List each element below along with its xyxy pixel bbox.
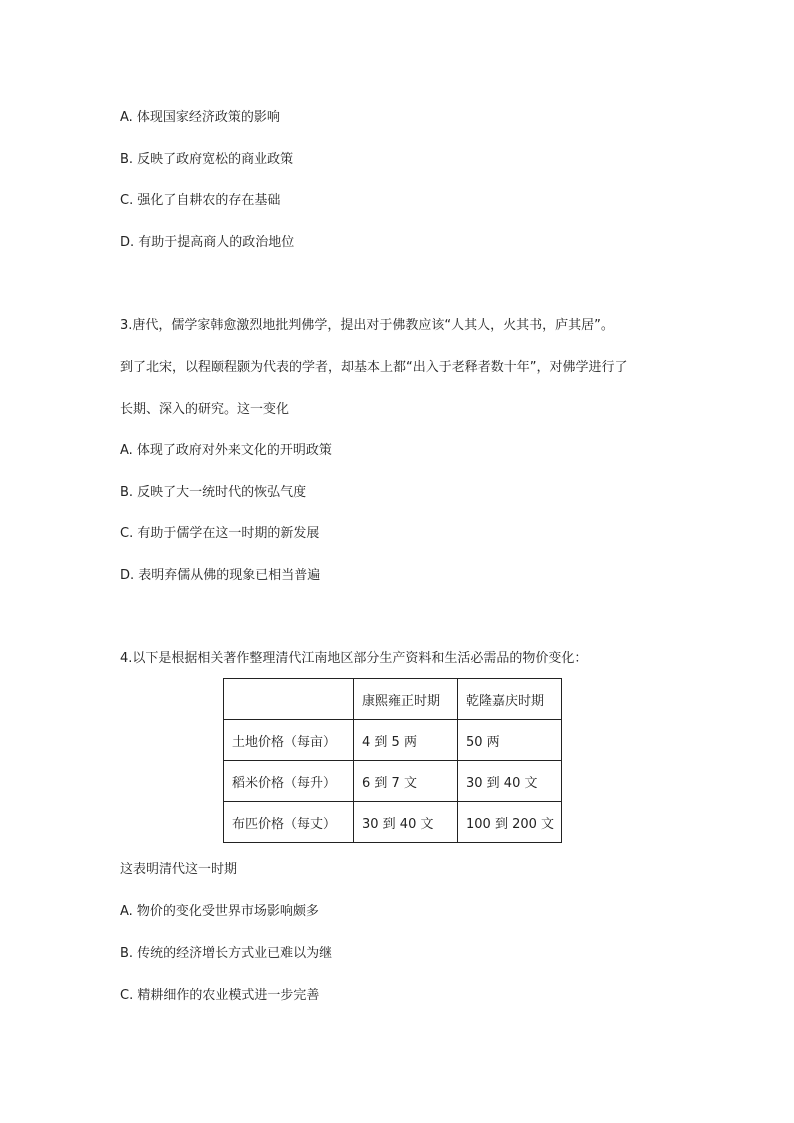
table-cell: 布匹价格（每丈） — [224, 802, 354, 843]
q2-option-d: D. 有助于提高商人的政治地位 — [120, 235, 295, 250]
table-cell: 30 到 40 文 — [458, 761, 562, 802]
q4-stem: 4.以下是根据相关著作整理清代江南地区部分生产资料和生活必需品的物价变化： — [120, 651, 588, 666]
q3-stem-line-2: 到了北宋，以程颐程颢为代表的学者，却基本上都“出入于老释者数十年”，对佛学进行了 — [120, 360, 628, 375]
table-cell: 4 到 5 两 — [354, 720, 458, 761]
table-cell: 土地价格（每亩） — [224, 720, 354, 761]
table-cell: 6 到 7 文 — [354, 761, 458, 802]
table-row — [224, 802, 562, 843]
table-header-cell: 康熙雍正时期 — [354, 679, 458, 720]
q4-after-text: 这表明清代这一时期 — [120, 862, 238, 877]
table-row — [224, 720, 562, 761]
table-header-cell — [224, 679, 354, 720]
q3-option-a: A. 体现了政府对外来文化的开明政策 — [120, 443, 332, 458]
q4-option-b: B. 传统的经济增长方式业已难以为继 — [120, 946, 333, 961]
q2-option-b: B. 反映了政府宽松的商业政策 — [120, 152, 294, 167]
q3-stem-line-1: 3.唐代，儒学家韩愈激烈地批判佛学，提出对于佛教应该“人其人，火其书，庐其居”。 — [120, 318, 614, 333]
table-cell: 稻米价格（每升） — [224, 761, 354, 802]
table-row — [224, 761, 562, 802]
table-cell: 50 两 — [458, 720, 562, 761]
q2-option-c: C. 强化了自耕农的存在基础 — [120, 193, 281, 208]
q2-option-a: A. 体现国家经济政策的影响 — [120, 110, 280, 125]
price-table — [223, 678, 562, 843]
table-header-row — [224, 679, 562, 720]
q3-option-c: C. 有助于儒学在这一时期的新发展 — [120, 526, 320, 541]
q4-option-a: A. 物价的变化受世界市场影响颇多 — [120, 904, 319, 919]
table-header-cell: 乾隆嘉庆时期 — [458, 679, 562, 720]
q4-option-c: C. 精耕细作的农业模式进一步完善 — [120, 988, 320, 1003]
q3-option-d: D. 表明弃儒从佛的现象已相当普遍 — [120, 568, 321, 583]
q3-stem-line-3: 长期、深入的研究。这一变化 — [120, 402, 290, 417]
table-cell: 30 到 40 文 — [354, 802, 458, 843]
q3-option-b: B. 反映了大一统时代的恢弘气度 — [120, 485, 307, 500]
table-cell: 100 到 200 文 — [458, 802, 562, 843]
